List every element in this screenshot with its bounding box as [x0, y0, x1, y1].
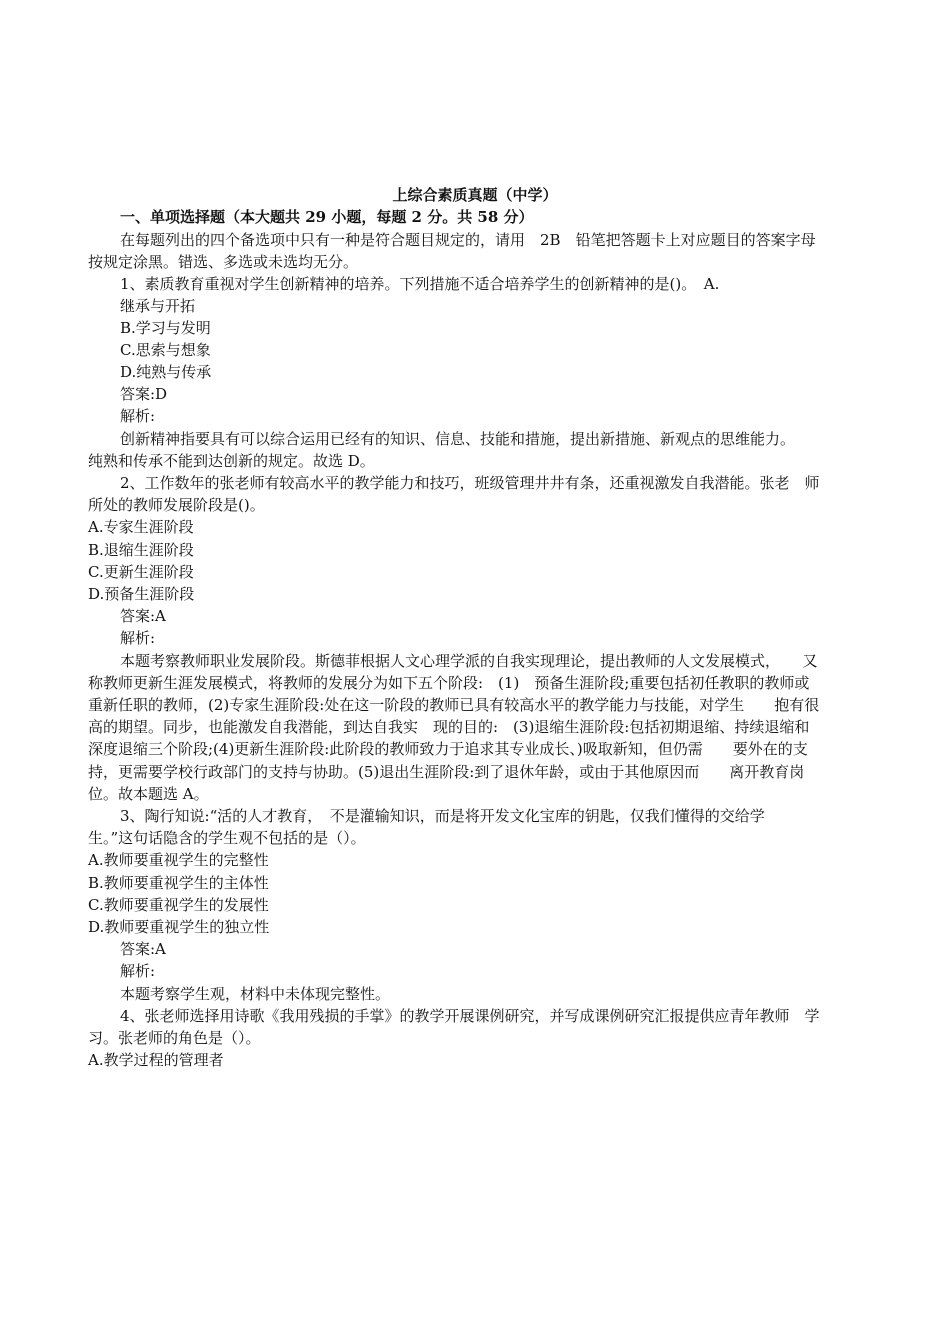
question-2-analysis: 称教师更新生涯发展模式，将教师的发展分为如下五个阶段: (1) 预备生涯阶段;重要包括初任教职的教师或 — [88, 674, 810, 692]
question-1-option-d: D.纯熟与传承 — [120, 363, 212, 381]
question-2-option-b: B.退缩生涯阶段 — [88, 541, 194, 559]
instruction-line: 按规定涂黑。错选、多选或未选均无分。 — [88, 253, 359, 271]
question-2-stem: 所处的教师发展阶段是()。 — [88, 496, 265, 514]
question-2-option-d: D.预备生涯阶段 — [88, 585, 195, 603]
instruction-line: 在每题列出的四个备选项中只有一种是符合题目规定的，请用 2B 铅笔把答题卡上对应题目的答案字母 — [120, 231, 816, 249]
question-2-answer: 答案:A — [120, 607, 166, 625]
question-3-option-d: D.教师要重视学生的独立性 — [88, 918, 270, 936]
question-1-answer: 答案:D — [120, 385, 168, 403]
question-2-analysis: 本题考察教师职业发展阶段。斯德菲根据人文心理学派的自我实现理论，提出教师的人文发展模式， 又 — [120, 652, 818, 670]
question-3-analysis: 本题考察学生观，材料中未体现完整性。 — [120, 985, 391, 1003]
question-2-analysis: 重新任职的教师，(2)专家生涯阶段:处在这一阶段的教师已具有较高水平的教学能力与技能，对学生 抱有很 — [88, 696, 820, 714]
question-1-option-b: B.学习与发明 — [120, 319, 211, 337]
question-1-stem: 1、素质教育重视对学生创新精神的培养。下列措施不适合培养学生的创新精神的是()。 A. — [120, 275, 720, 293]
question-3-analysis-label: 解析: — [120, 962, 156, 980]
question-3-stem: 3、陶行知说:“活的人才教育， 不是灌输知识，而是将开发文化宝库的钥匙，仅我们懂得的交给学 — [120, 807, 765, 825]
question-3-answer: 答案:A — [120, 940, 166, 958]
question-2-analysis: 位。故本题选 A。 — [88, 785, 209, 803]
question-4-option-a: A.教学过程的管理者 — [88, 1051, 224, 1069]
section-heading: 一、单项选择题（本大题共 29 小题，每题 2 分。共 58 分） — [120, 208, 534, 226]
question-1-option-a: 继承与开拓 — [120, 297, 196, 315]
question-2-stem: 2、工作数年的张老师有较高水平的教学能力和技巧，班级管理井井有条，还重视激发自我潜能。张老 师 — [120, 474, 820, 492]
question-2-analysis: 持，更需要学校行政部门的支持与协助。(5)退出生涯阶段:到了退休年龄，或由于其他原因而 离开教育岗 — [88, 763, 805, 781]
question-3-option-b: B.教师要重视学生的主体性 — [88, 874, 269, 892]
question-3-stem: 生。”这句话隐含的学生观不包括的是（）。 — [88, 829, 366, 847]
question-4-stem: 习。张老师的角色是（）。 — [88, 1029, 261, 1047]
question-3-option-c: C.教师要重视学生的发展性 — [88, 896, 269, 914]
page-title: 上综合素质真题（中学） — [392, 186, 558, 204]
question-1-option-c: C.思索与想象 — [120, 341, 211, 359]
question-3-option-a: A.教师要重视学生的完整性 — [88, 851, 269, 869]
question-2-analysis-label: 解析: — [120, 629, 156, 647]
question-1-analysis: 创新精神指要具有可以综合运用已经有的知识、信息、技能和措施，提出新措施、新观点的思维能力。 — [120, 430, 796, 448]
question-1-analysis-label: 解析: — [120, 407, 156, 425]
question-2-option-c: C.更新生涯阶段 — [88, 563, 194, 581]
question-2-analysis: 深度退缩三个阶段;(4)更新生涯阶段:此阶段的教师致力于追求其专业成长、)吸取新知，但仍需 要外在的支 — [88, 740, 808, 758]
question-1-analysis: 纯熟和传承不能到达创新的规定。故选 D。 — [88, 452, 375, 470]
question-2-option-a: A.专家生涯阶段 — [88, 518, 194, 536]
question-2-analysis: 高的期望。同步，也能激发自我潜能，到达自我实 现的目的: (3)退缩生涯阶段:包括初期退缩、持续退缩和 — [88, 718, 810, 736]
question-4-stem: 4、张老师选择用诗歌《我用残损的手掌》的教学开展课例研究，并写成课例研究汇报提供应青年教师 学 — [120, 1007, 820, 1025]
